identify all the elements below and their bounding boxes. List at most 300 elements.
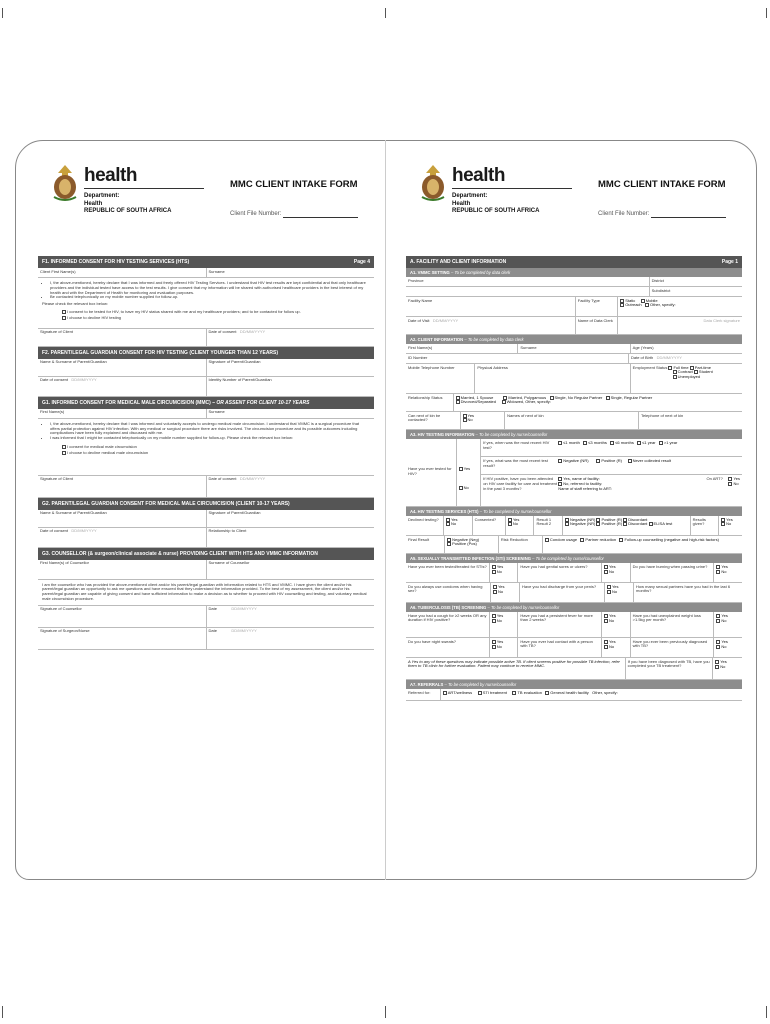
yes-label: Yes: [512, 516, 520, 522]
page-number: Page 1: [721, 259, 738, 265]
genital-sores-options: [602, 563, 631, 582]
checkbox[interactable]: [721, 522, 725, 526]
checkbox[interactable]: [545, 538, 549, 542]
checkbox[interactable]: [604, 614, 608, 618]
burning-label: Do you have burning when passing urine?: [631, 563, 715, 582]
condoms-label: Do you always use condoms when having sex?: [406, 583, 491, 602]
checkbox[interactable]: [508, 522, 512, 526]
yes-label: Yes: [733, 476, 740, 482]
checkbox[interactable]: [649, 522, 653, 526]
checkbox[interactable]: [580, 538, 584, 542]
checkbox[interactable]: [604, 640, 608, 644]
no-label: No: [512, 521, 518, 527]
outreach-label: Outreach: [625, 302, 642, 308]
date-consent-label: Date of consent: [208, 329, 237, 335]
right-panel: [406, 141, 742, 701]
dob-label: Date of Birth: [631, 354, 654, 360]
nok-contact-options: [461, 412, 506, 429]
a3-header: [406, 430, 742, 439]
checkbox[interactable]: [607, 590, 611, 594]
checkbox[interactable]: [596, 459, 600, 463]
relationship-field[interactable]: Relationship to Client: [208, 528, 247, 534]
checkbox[interactable]: [492, 570, 496, 574]
yes-label: Yes: [496, 612, 504, 618]
g1-option-consent-label: I consent for medical male circumcision: [67, 443, 137, 449]
recent-test-label: If yes, when was the most recent HIV test?: [483, 440, 550, 450]
no-label: No: [721, 643, 727, 649]
facility-type-options: [618, 297, 742, 316]
fever-options: [602, 612, 631, 637]
referral-row: [406, 689, 742, 701]
no-label: No: [496, 643, 502, 649]
checkbox[interactable]: [716, 645, 720, 649]
g2-date-row: [38, 528, 374, 548]
a5-subtitle: – To be completed by nurse/counsellor: [532, 556, 604, 562]
g2-date-field[interactable]: DD/MM/YYYY: [71, 528, 97, 534]
g3-name-row: [38, 560, 374, 580]
g1-date-cell: [207, 476, 375, 497]
nok-telephone-field[interactable]: Telephone of next of kin: [640, 412, 684, 418]
crop-mark: [766, 1006, 767, 1018]
no-label: No: [498, 588, 504, 594]
checkbox[interactable]: [558, 477, 562, 481]
no-label: No: [733, 481, 739, 487]
checkbox[interactable]: [623, 522, 627, 526]
client-name-row: [406, 344, 742, 354]
positive-label: Positive (R): [601, 458, 622, 464]
coat-of-arms-icon: [418, 163, 448, 203]
condoms-options: [491, 583, 520, 602]
art-label: ART/wellness: [447, 689, 473, 695]
g3-date-field-1[interactable]: DD/MM/YYYY: [231, 606, 257, 612]
checkbox[interactable]: [668, 366, 672, 370]
checkbox[interactable]: [628, 459, 632, 463]
result-options: [563, 516, 691, 535]
checkbox[interactable]: [620, 299, 624, 303]
on-art-label: On ART?: [706, 476, 723, 482]
checkbox[interactable]: [637, 441, 641, 445]
client-file-number: [230, 211, 358, 218]
tb-row-1: [406, 612, 742, 638]
checkbox[interactable]: [459, 467, 463, 471]
no-label: No: [451, 521, 457, 527]
checkbox[interactable]: [478, 691, 482, 695]
yes-label: Yes: [612, 583, 619, 589]
checkbox[interactable]: [558, 441, 562, 445]
checkbox[interactable]: [463, 414, 467, 418]
checkbox[interactable]: [659, 441, 663, 445]
checkbox[interactable]: [728, 477, 732, 481]
visit-row: [406, 317, 742, 335]
checkbox[interactable]: [596, 518, 600, 522]
section-g1: [38, 397, 374, 409]
nok-contact-label: Can next of kin be contacted?: [406, 412, 461, 429]
yes-label: Yes: [609, 612, 616, 618]
discharge-label: Have you had discharge from your penis?: [520, 583, 605, 602]
a1-subtitle: – To be completed by data clerk: [450, 270, 511, 275]
yes-label: Yes: [467, 412, 475, 418]
a1-title: A1. VMMC SETTING: [410, 270, 450, 275]
fold-line: [385, 140, 386, 880]
no-label: No: [609, 643, 615, 649]
a1-header: [406, 268, 742, 277]
section-f1: [38, 256, 374, 268]
no-label: No: [609, 568, 615, 574]
g1-consent-text: [38, 419, 374, 476]
guardian-signature-field[interactable]: Signature of Parent/Guardian: [208, 359, 261, 365]
g1-name-row: [38, 409, 374, 419]
date-visit-label: Date of Visit: [408, 317, 430, 323]
g1-first-names-field[interactable]: First Name(s): [38, 409, 207, 418]
hiv-testing-block: [406, 439, 742, 507]
checkbox[interactable]: [604, 619, 608, 623]
checkbox[interactable]: [716, 640, 720, 644]
other-specify-label: Other, specify:: [592, 689, 618, 695]
checkbox[interactable]: [62, 316, 66, 320]
date-visit-field[interactable]: DD/MM/YYYY: [432, 317, 459, 323]
tb-complete-options: [713, 658, 742, 679]
checkbox[interactable]: [673, 375, 677, 379]
final-result-options: [445, 536, 499, 553]
checkbox[interactable]: [619, 538, 623, 542]
checkbox[interactable]: [606, 396, 610, 400]
dob-cell: [629, 354, 742, 363]
client-surname-field[interactable]: Surname: [518, 344, 630, 353]
no-referred-label: No, referred to facility:: [563, 481, 603, 487]
checkbox[interactable]: [456, 400, 460, 404]
g3-date-field-2[interactable]: DD/MM/YYYY: [231, 628, 257, 634]
hiv-positive-label: If HIV positive, have you been attended on HIV care facility for care and treatment in the past 3 months?: [483, 476, 558, 491]
sti-tested-options: [490, 563, 519, 582]
date-visit-cell: [406, 317, 576, 334]
checkbox[interactable]: [492, 614, 496, 618]
a3-title: A3. HIV TESTING INFORMATION: [410, 432, 475, 438]
result2-label: Result 2: [536, 521, 552, 527]
negative-label: Negative (NR): [570, 516, 596, 522]
g3-date-cell-1: [207, 606, 375, 627]
unemployed-label: Unemployed: [677, 374, 701, 380]
coat-of-arms-icon: [50, 163, 80, 203]
g3-date-label-1: Date: [208, 606, 217, 612]
checkbox[interactable]: [62, 451, 66, 455]
first-names-field[interactable]: Client First Name(s): [38, 268, 207, 277]
g2-name-row: [38, 510, 374, 528]
checkbox[interactable]: [716, 565, 720, 569]
f1-option-consent-label: I consent to be tested for HIV, to have my HIV status shared with me and my healthcare providers; and to be contacted for follow up.: [67, 309, 301, 315]
a2-title: A2. CLIENT INFORMATION: [410, 337, 464, 343]
g1-title: G1. INFORMED CONSENT FOR MEDICAL MALE CIRCUMCISION (MMC): [42, 399, 211, 406]
yes-label: Yes: [496, 563, 504, 569]
crop-mark: [766, 8, 767, 18]
signature-client-field[interactable]: Signature of Client: [38, 329, 207, 346]
g1-date-label: Date of consent: [208, 476, 237, 482]
declined-options: [444, 516, 473, 535]
partner-reduction-label: Partner reduction: [585, 536, 617, 542]
checkbox[interactable]: [607, 585, 611, 589]
checkbox[interactable]: [583, 441, 587, 445]
mobile-telephone-field[interactable]: Mobile Telephone Number: [406, 364, 475, 393]
subdistrict-row: [406, 287, 742, 297]
checkbox[interactable]: [604, 565, 608, 569]
g3-date-label-2: Date: [208, 628, 217, 634]
f1-bullet-1: • I, the above-mentioned, hereby declare that I was informed and freely offered HIV Testing Services. I understand that HIV test results are kept confidential and that only healthcare providers and the individual tested have access to the test results. I give consent that my information will be shared with authorised healthcare providers in the best interest of my health and with the Department of Health for monitoring and evaluation purposes.: [50, 281, 370, 295]
referral-options: [441, 689, 742, 700]
checkbox[interactable]: [716, 619, 720, 623]
recent-result-row: [481, 457, 742, 475]
tb-row-3: [406, 658, 742, 680]
physical-address-field[interactable]: Physical Address: [475, 364, 630, 393]
age-field[interactable]: Age (Years): [632, 344, 654, 350]
check-instruction: Please check the relevant box below:: [42, 301, 109, 307]
surname-field[interactable]: Surname: [208, 268, 225, 274]
file-number-field[interactable]: [651, 217, 726, 218]
file-number-field[interactable]: [283, 217, 358, 218]
a6-subtitle: – To be completed by nurse/counsellor: [487, 605, 560, 611]
checkbox[interactable]: [604, 645, 608, 649]
nok-row: [406, 412, 742, 430]
sweats-options: [490, 638, 519, 657]
subdistrict-field[interactable]: Subdistrict: [651, 287, 671, 293]
checkbox[interactable]: [446, 518, 450, 522]
cough-options: [490, 612, 519, 637]
counsellor-surname-field[interactable]: Surname of Counsellor: [208, 560, 250, 566]
f1-option-decline[interactable]: [62, 316, 370, 321]
f1-bullet-2: • Be contacted telephonically on my mobile number supplied for follow-up.: [50, 295, 370, 300]
a3-subtitle: – To be completed by nurse/counsellor: [475, 432, 548, 438]
dept-line-3: REPUBLIC OF SOUTH AFRICA: [84, 208, 172, 214]
checkbox[interactable]: [565, 522, 569, 526]
checkbox[interactable]: [558, 459, 562, 463]
checkbox[interactable]: [447, 542, 451, 546]
no-label: No: [721, 617, 727, 623]
lt1m-label: ≤1 month: [563, 440, 580, 446]
crop-mark: [385, 1006, 386, 1018]
checkbox[interactable]: [493, 590, 497, 594]
relationship-row: [406, 394, 742, 412]
followup-label: Follow-up counselling (negative and high-risk factors): [624, 536, 719, 542]
district-field[interactable]: District: [651, 277, 664, 283]
checkbox[interactable]: [512, 691, 516, 695]
g1-bullet-2: • I was informed that I might be contacted telephonically on my mobile number supplied for follow-up. Please check the relevant box below:: [50, 436, 370, 441]
other-label: Other, specify:: [649, 302, 676, 308]
facility-name-field[interactable]: Facility Name: [406, 297, 576, 316]
recent-test-row: [481, 439, 742, 457]
checkbox[interactable]: [623, 518, 627, 522]
employment-cell: [631, 364, 742, 393]
checkbox[interactable]: [721, 518, 725, 522]
never-collected-label: Never collected result: [632, 458, 672, 464]
yes-facility-label: Yes, name of facility:: [563, 476, 600, 482]
no-label: No: [463, 485, 469, 491]
g2-guardian-signature-field[interactable]: Signature of Parent/Guardian: [208, 510, 261, 516]
checkbox[interactable]: [493, 585, 497, 589]
brand-text: health: [84, 165, 137, 186]
discharge-options: [605, 583, 634, 602]
left-header: [38, 141, 374, 256]
hiv-positive-row: [481, 475, 742, 494]
checkbox[interactable]: [565, 518, 569, 522]
a5-title: A5. SEXUALLY TRANSMITTED INFECTION (STI) SCREENING: [410, 556, 531, 562]
g1-signature-row: [38, 476, 374, 498]
neg-neg-label: Negative (Neg): [452, 536, 480, 542]
checkbox[interactable]: [443, 691, 447, 695]
a4-subtitle: – To be completed by nurse/counsellor: [479, 509, 552, 515]
yes-label: Yes: [451, 516, 458, 522]
nok-names-field[interactable]: Names of next of kin: [505, 412, 639, 429]
checkbox[interactable]: [673, 370, 677, 374]
g1-surname-field[interactable]: Surname: [208, 409, 225, 415]
checkbox[interactable]: [447, 538, 451, 542]
checkbox[interactable]: [492, 640, 496, 644]
checkbox[interactable]: [62, 310, 66, 314]
static-label: Static: [625, 297, 636, 303]
no-label: No: [612, 588, 618, 594]
g1-subtitle: – OR ASSENT FOR CLIENT 10-17 YEARS: [212, 399, 310, 406]
f1-option-decline-label: I choose to decline HIV testing: [67, 314, 122, 320]
g3-title: G3. COUNSELLOR (& surgeon/clinical associate & nurse) PROVIDING CLIENT WITH HTS AND VMMC INFORMATION: [42, 550, 318, 557]
checkbox[interactable]: [645, 303, 649, 307]
province-field[interactable]: Province: [406, 277, 650, 286]
checkbox[interactable]: [492, 645, 496, 649]
checkbox[interactable]: [446, 522, 450, 526]
department-block: [452, 193, 539, 216]
checkbox[interactable]: [715, 660, 719, 664]
yes-label: Yes: [609, 563, 616, 569]
a6-header: [406, 603, 742, 612]
discordant-label: Discordant: [628, 521, 648, 527]
checkbox[interactable]: [715, 665, 719, 669]
checkbox[interactable]: [620, 303, 624, 307]
positive-label: Positive (R): [601, 516, 623, 522]
f1-title: F1. INFORMED CONSENT FOR HIV TESTING SERVICES (HTS): [42, 259, 190, 265]
checkbox[interactable]: [502, 400, 506, 404]
id-number-field[interactable]: ID Number: [406, 354, 629, 363]
g1-option-decline[interactable]: [62, 451, 370, 456]
no-label: No: [496, 568, 502, 574]
checkbox[interactable]: [492, 565, 496, 569]
a2-header: [406, 335, 742, 344]
no-label: No: [496, 617, 502, 623]
checkbox[interactable]: [492, 619, 496, 623]
result-labels: [534, 516, 563, 535]
a7-title: A7. REFERRALS: [410, 682, 444, 688]
weight-label: Have you had unexplained weight loss >1.5kg per month?: [631, 612, 715, 637]
checkbox[interactable]: [545, 691, 549, 695]
no-label: No: [467, 417, 473, 423]
hts-row: [406, 516, 742, 536]
file-label: Client File Number:: [598, 211, 650, 217]
a4-header: [406, 507, 742, 516]
single-reg-label: Single, Regular Partner: [610, 394, 653, 400]
right-header: [406, 141, 742, 256]
a-title: A. FACILITY AND CLIENT INFORMATION: [410, 259, 507, 265]
tb-contact-label: Have you ever had contact with a person with TB?: [518, 638, 602, 657]
f1-name-row: [38, 268, 374, 278]
married-1-label: Married, 1 Spouse: [460, 394, 494, 400]
lt1y-label: ≤1 year: [642, 440, 656, 446]
clerk-name-field[interactable]: Name of Data Clerk: [576, 317, 618, 334]
dept-line-1: Department:: [84, 193, 120, 199]
g2-guardian-name-field[interactable]: Name & Surname of Parent/Guardian: [38, 510, 207, 527]
brand-text: health: [452, 165, 505, 186]
client-first-names-field[interactable]: First Name(s): [406, 344, 518, 353]
divorced-label: Divorced/Separated: [460, 399, 497, 405]
sti-row-1: [406, 563, 742, 583]
clerk-signature-field[interactable]: Data Clerk signature: [703, 317, 740, 323]
negative-label: Negative (NR): [563, 458, 589, 464]
g1-signature-client-field[interactable]: Signature of Client: [38, 476, 207, 497]
yes-label: Yes: [609, 638, 616, 644]
f2-date-field[interactable]: DD/MM/YYYY: [71, 377, 97, 383]
recent-result-label: If yes, what was the most recent test result?: [483, 458, 548, 468]
student-label: Student: [698, 369, 713, 375]
checkbox[interactable]: [604, 570, 608, 574]
ever-tested-label: Have you ever tested for HIV?: [406, 439, 457, 506]
checkbox[interactable]: [456, 396, 460, 400]
no-label: No: [720, 663, 726, 669]
final-result-row: [406, 536, 742, 554]
no-label: No: [726, 521, 732, 527]
discordant-label: Discordant: [628, 516, 648, 522]
brand-rule: [84, 188, 204, 189]
sti-row-2: [406, 583, 742, 603]
guardian-name-field[interactable]: Name & Surname of Parent/Guardian: [38, 359, 207, 376]
checkbox[interactable]: [728, 482, 732, 486]
guardian-id-field[interactable]: Identity Number of Parent/Guardian: [208, 377, 272, 383]
dob-field[interactable]: DD/MM/YYYY: [656, 354, 682, 360]
section-g2: [38, 498, 374, 510]
f2-date-row: [38, 377, 374, 397]
tb-contact-options: [602, 638, 631, 657]
tb-complete-label: If you have been diagnosed with TB, have you completed your TB treatment?: [626, 658, 714, 679]
checkbox[interactable]: [716, 614, 720, 618]
consented-label: Consented?: [473, 516, 506, 535]
checkbox[interactable]: [716, 570, 720, 574]
g3-declaration-text: I am the counsellor who has provided the above-mentioned client and/or his parent/legal guardian with information related to HTS and VMMC. I have given the client and/or his parent/legal guardian an opportunity to ask me questions and have ensured that they understand the information provided. To the best of my assessment, the client and/or his parent/legal guardian are capable of giving consent and have sufficient information to make a decision as to whether to proceed with HIV counselling and testing, and voluntary medical male circumcision procedure.: [38, 580, 374, 606]
employment-label: Employment Status: [632, 364, 668, 370]
partners-field[interactable]: How many sexual partners have you had in the last 6 months?: [636, 583, 731, 594]
checkbox[interactable]: [62, 445, 66, 449]
surgeon-signature-field[interactable]: Signature of Surgeon/Nurse: [38, 628, 207, 649]
checkbox[interactable]: [610, 441, 614, 445]
lt6m-label: ≤6 months: [615, 440, 634, 446]
dept-line-2: Health: [84, 200, 103, 207]
counsellor-signature-field[interactable]: Signature of Counsellor: [38, 606, 207, 627]
cough-label: Have you had a cough for ≥2 weeks OR any duration if HIV positive?: [406, 612, 490, 637]
checkbox[interactable]: [459, 486, 463, 490]
tb-note: A Yes to any of these questions may indicate possible active TB. If client screens positive for possible TB infection, refer them to TB clinic for further evaluation. Patient may continue to receive MMC.: [406, 658, 626, 679]
date-consent-field[interactable]: DD/MM/YYYY: [239, 329, 266, 335]
results-given-options: [719, 516, 742, 535]
parttime-label: Part-time: [694, 364, 711, 370]
g1-date-field[interactable]: DD/MM/YYYY: [239, 476, 266, 482]
declined-label: Declined testing?: [406, 516, 444, 535]
f2-date-cell: [38, 377, 207, 396]
counsellor-first-field[interactable]: First Name(s) of Counsellor: [38, 560, 207, 579]
a7-header: [406, 680, 742, 689]
g3-date-cell-2: [207, 628, 375, 649]
relationship-options: [454, 394, 742, 411]
fulltime-label: Full time: [673, 364, 689, 370]
checkbox[interactable]: [596, 522, 600, 526]
section-a: [406, 256, 742, 268]
tb-row-2: [406, 638, 742, 658]
weight-options: [714, 612, 742, 637]
checkbox[interactable]: [508, 518, 512, 522]
f2-title: F2. PARENT/LEGAL GUARDIAN CONSENT FOR HIV TESTING (CLIENT YOUNGER THAN 12 YEARS): [42, 349, 279, 356]
f1-consent-text: [38, 278, 374, 329]
checkbox[interactable]: [463, 418, 467, 422]
